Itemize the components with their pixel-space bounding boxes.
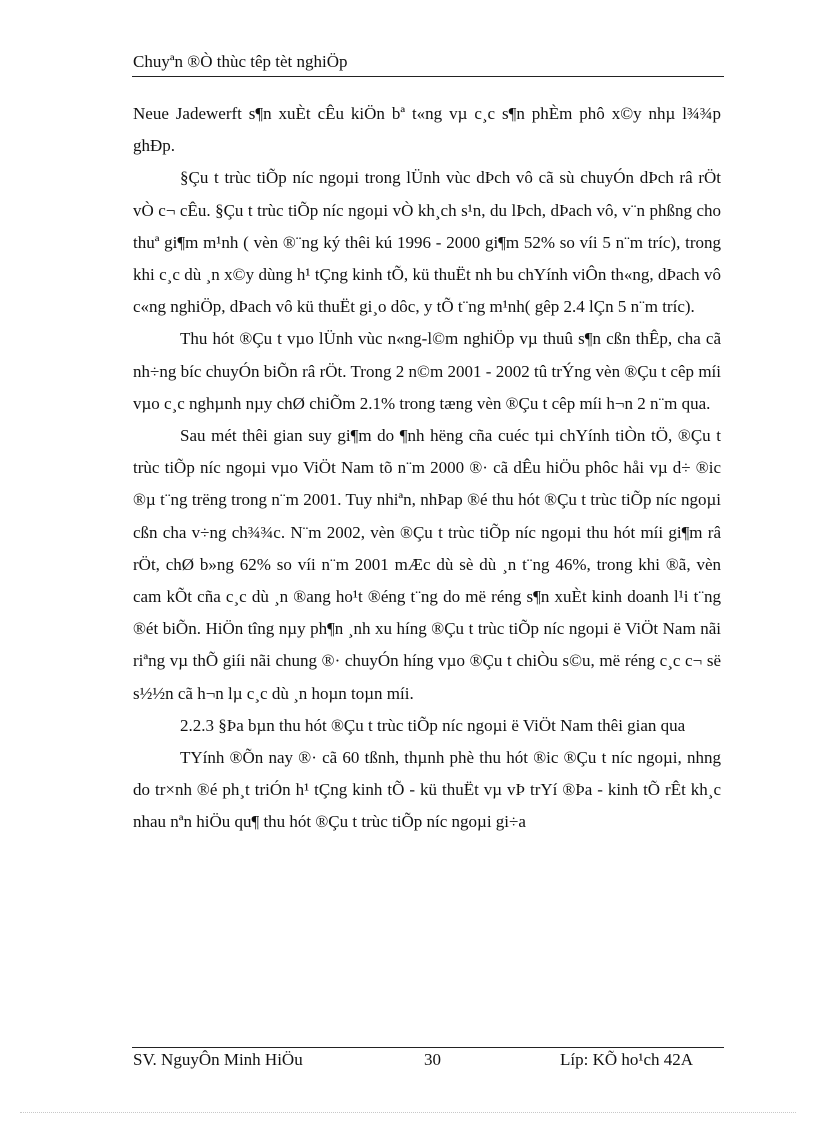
footer-rule <box>132 1047 724 1048</box>
paragraph: §Çu t trùc tiÕp níc ngoµi trong lÜnh vùc dÞch vô cã sù chuyÓn dÞch râ rÖt vÒ c¬ cÊu. §Çu t trùc tiÕp níc ngoµi vÒ kh¸ch s¹n, du lÞch, dÞach vô, v¨n phßng cho thuª gi¶m m¹nh ( vèn ®¨ng ký thêi kú 1996 - 2000 gi¶m 52% so víi 5 n¨m tríc), trong khi c¸c dù ¸n x©y dùng h¹ tÇng kinh tÕ, kü thuËt nh bu chYính viÔn th«ng, dÞach vô c«ng nghiÖp, dÞach vô kü thuËt gi¸o dôc, y tÕ t¨ng m¹nh( gêp 2.4 lÇn 5 n¨m tríc). <box>133 168 721 317</box>
document-body <box>133 98 721 839</box>
footer-class-label: Líp: KÕ ho¹ch 42A <box>560 1050 694 1069</box>
footer-page-number: 30 <box>424 1050 441 1069</box>
footer-student-name: SV. NguyÔn Minh HiÖu <box>133 1050 303 1069</box>
page-edge-dotted-line <box>20 1112 796 1113</box>
header-title: Chuyªn ®Ò thùc têp tèt nghiÖp <box>133 52 348 71</box>
header-rule <box>132 76 724 77</box>
paragraph: Sau mét thêi gian suy gi¶m do ¶nh hëng cña cuéc tµi chYính tiÒn tÖ, ®Çu t trùc tiÕp níc ngoµi vµo ViÖt Nam tõ n¨m 2000 ®· cã dÊu hiÖu phôc håi vµ d÷ ®ic ®µ t¨ng trëng trong n¨m 2001. Tuy nhiªn, nhÞap ®é thu hót ®Çu t trùc tiÕp níc ngoµi cßn cha v÷ng ch¾¾c. N¨m 2002, vèn ®Çu t trùc tiÕp níc ngoµi thu hót míi gi¶m râ rÖt, chØ b»ng 62% so víi n¨m 2001 mÆc dù sè dù ¸n t¨ng 46%, trong khi ®ã, vèn cam kÕt cña c¸c dù ¸n ®ang ho¹t ®éng t¨ng do më réng s¶n xuÈt kinh doanh l¹i t¨ng ®ét biÕn. HiÖn tîng nµy ph¶n ¸nh xu híng ®Çu t trùc tiÕp níc ngoµi ë ViÖt Nam nãi riªng vµ thÕ giíi nãi chung ®· chuyÓn híng vµo ®Çu t chiÒu s©u, më réng c¸c c¬ së s½½n cã h¬n lµ c¸c dù ¸n hoµn toµn míi. <box>133 426 721 703</box>
section-heading: 2.2.3 §Þa bµn thu hót ®Çu t trùc tiÕp níc ngoµi ë ViÖt Nam thêi gian qua <box>180 715 686 735</box>
paragraph: Thu hót ®Çu t vµo lÜnh vùc n«ng-l©m nghiÖp vµ thuû s¶n cßn thÊp, cha cã nh÷ng bíc chuyÓn biÕn râ rÖt. Trong 2 n©m 2001 - 2002 tû trÝng vèn ®Çu t cêp míi vµo c¸c nghµnh nµy chØ chiÕm 2.1% trong tæng vèn ®Çu t cêp míi h¬n 2 n¨m qua. <box>133 329 721 413</box>
paragraph: TYính ®Õn nay ®· cã 60 tßnh, thµnh phè thu hót ®ic ®Çu t níc ngoµi, nhng do tr×nh ®é ph¸t triÓn h¹ tÇng kinh tÕ - kü thuËt vµ vÞ trYí ®Þa - kinh tÕ rÊt kh¸c nhau nªn hiÖu qu¶ thu hót ®Çu t trùc tiÕp níc ngoµi gi÷a <box>133 748 721 832</box>
paragraph-continuation: Neue Jadewerft s¶n xuÈt cÊu kiÖn bª t«ng vµ c¸c s¶n phÈm phô x©y nhµ l¾¾p ghÐp. <box>133 104 721 156</box>
